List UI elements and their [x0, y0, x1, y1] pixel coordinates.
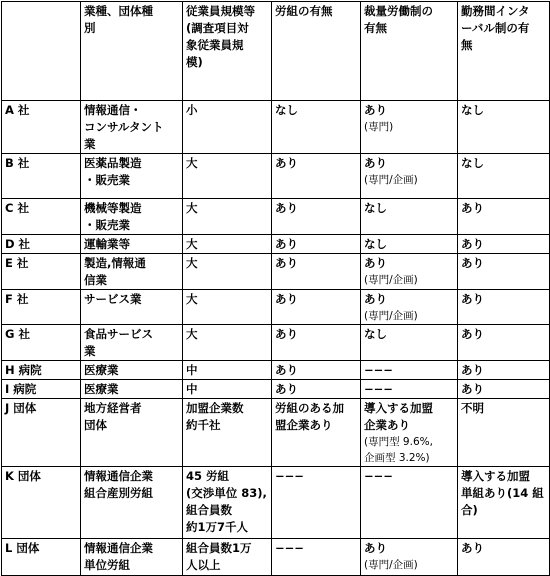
discretion-cell: [361, 325, 458, 361]
cell-line: なし: [364, 237, 387, 251]
cell-line: 裁量労働制の: [364, 4, 433, 18]
cell-line: 模): [186, 55, 203, 69]
union-cell: [272, 235, 361, 254]
cell-line: 導入する加盟: [364, 401, 433, 415]
cell-line: あり: [364, 256, 387, 270]
table-row: [2, 361, 550, 380]
cell-line: 合): [461, 503, 478, 517]
interval-cell: [458, 325, 550, 361]
cell-line: −−−: [275, 469, 304, 483]
size-cell: [183, 290, 272, 325]
union-cell: [272, 539, 361, 576]
table-body: [2, 2, 550, 576]
size-cell: [183, 154, 272, 199]
cell-line: 企業あり: [364, 418, 410, 432]
industry-cell: [81, 539, 183, 576]
cell-line: 大: [186, 201, 198, 215]
cell-line: 団体: [84, 418, 107, 432]
union-cell: [272, 154, 361, 199]
size-cell: [183, 101, 272, 154]
cell-line: コンサルタント: [84, 120, 164, 134]
cell-line: 情報通信・: [84, 103, 142, 117]
cell-line: 盟企業あり: [275, 418, 333, 432]
cell-line: あり: [275, 292, 298, 306]
header-union-cell: [272, 2, 361, 101]
table-row: [2, 235, 550, 254]
cell-line: 組合員数: [186, 503, 232, 517]
cell-line: 従業員規模等: [186, 4, 255, 18]
cell-line: あり: [461, 292, 484, 306]
size-cell: [183, 199, 272, 235]
union-cell: [272, 361, 361, 380]
cell-line: ・販売業: [84, 218, 130, 232]
cell-line: 組合員数1万: [186, 541, 252, 555]
interval-cell: [458, 290, 550, 325]
cell-line: 医療業: [84, 363, 119, 377]
industry-cell: [81, 325, 183, 361]
name-cell: I 病院: [2, 380, 81, 399]
table-row: [2, 467, 550, 539]
cell-line: あり: [461, 256, 484, 270]
cell-line: (専門/企画): [364, 559, 418, 571]
cell-line: 中: [186, 363, 198, 377]
cell-line: (専門型 9.6%,: [364, 436, 433, 448]
industry-cell: [81, 101, 183, 154]
union-cell: [272, 254, 361, 290]
cell-line: なし: [364, 201, 387, 215]
discretion-cell: [361, 154, 458, 199]
cell-line: 約千社: [186, 418, 221, 432]
cell-line: なし: [275, 103, 298, 117]
cell-line: 運輸業等: [84, 237, 130, 251]
table-row: [2, 380, 550, 399]
cell-line: あり: [461, 382, 484, 396]
cell-line: 象従業員規: [186, 38, 244, 52]
union-cell: [272, 325, 361, 361]
discretion-cell: [361, 254, 458, 290]
cell-line: あり: [461, 237, 484, 251]
interval-cell: [458, 101, 550, 154]
cell-line: 大: [186, 256, 198, 270]
union-cell: [272, 199, 361, 235]
cell-line: −−−: [275, 541, 304, 555]
table-row: [2, 399, 550, 467]
cell-line: あり: [461, 201, 484, 215]
industry-cell: [81, 235, 183, 254]
cell-line: 加盟企業数: [186, 401, 244, 415]
header-size-cell: [183, 2, 272, 101]
name-cell: D 社: [2, 235, 81, 254]
union-cell: [272, 380, 361, 399]
discretion-cell: [361, 361, 458, 380]
size-cell: [183, 235, 272, 254]
cell-line: あり: [275, 363, 298, 377]
table-row: [2, 154, 550, 199]
size-cell: [183, 325, 272, 361]
cell-line: 不明: [461, 401, 484, 415]
cell-line: 業種、団体種: [84, 4, 153, 18]
cell-line: 大: [186, 237, 198, 251]
industry-cell: [81, 467, 183, 539]
cell-line: あり: [275, 156, 298, 170]
union-cell: [272, 467, 361, 539]
table-row: [2, 325, 550, 361]
cell-line: 信業: [84, 273, 107, 287]
interval-cell: [458, 467, 550, 539]
cell-line: 単位労組: [84, 558, 130, 572]
cell-line: あり: [275, 201, 298, 215]
cell-line: なし: [461, 156, 484, 170]
cell-line: (調査項目対: [186, 21, 249, 35]
cell-line: −−−: [364, 469, 393, 483]
cell-line: あり: [275, 382, 298, 396]
union-cell: [272, 399, 361, 467]
header-name-cell: [2, 2, 81, 101]
cell-line: あり: [275, 237, 298, 251]
name-cell: H 病院: [2, 361, 81, 380]
cell-line: 労組の有無: [275, 4, 333, 18]
size-cell: [183, 361, 272, 380]
cell-line: 労組のある加: [275, 401, 344, 415]
cell-line: (専門/企画): [364, 310, 418, 322]
name-cell: G 社: [2, 325, 81, 361]
discretion-cell: [361, 399, 458, 467]
union-cell: [272, 290, 361, 325]
cell-line: 情報通信企業: [84, 541, 153, 555]
header-discretion-cell: [361, 2, 458, 101]
cell-line: なし: [461, 103, 484, 117]
industry-cell: [81, 154, 183, 199]
cell-line: あり: [364, 156, 387, 170]
cell-line: 中: [186, 382, 198, 396]
cell-line: (交渉単位 83),: [186, 486, 267, 500]
cell-line: 地方経営者: [84, 401, 142, 415]
cell-line: (専門/企画): [364, 274, 418, 286]
cell-line: 人以上: [186, 558, 221, 572]
cell-line: 医薬品製造: [84, 156, 142, 170]
name-cell: J 団体: [2, 399, 81, 467]
cell-line: 大: [186, 292, 198, 306]
interval-cell: [458, 399, 550, 467]
name-cell: A 社: [2, 101, 81, 154]
cell-line: 約1万7千人: [186, 520, 249, 534]
interval-cell: [458, 199, 550, 235]
interval-cell: [458, 254, 550, 290]
discretion-cell: [361, 235, 458, 254]
cell-line: −−−: [364, 363, 393, 377]
cell-line: あり: [461, 541, 484, 555]
cell-line: 小: [186, 103, 198, 117]
company-survey-table: [1, 1, 550, 576]
cell-line: (専門): [364, 121, 394, 133]
name-cell: F 社: [2, 290, 81, 325]
cell-line: 製造,情報通: [84, 256, 146, 270]
table-row: [2, 254, 550, 290]
union-cell: [272, 101, 361, 154]
size-cell: [183, 380, 272, 399]
cell-line: あり: [275, 327, 298, 341]
industry-cell: [81, 361, 183, 380]
size-cell: [183, 399, 272, 467]
cell-line: 業: [84, 137, 96, 151]
size-cell: [183, 254, 272, 290]
cell-line: ーバル制の有: [461, 21, 530, 35]
interval-cell: [458, 380, 550, 399]
cell-line: 医療業: [84, 382, 119, 396]
cell-line: あり: [364, 292, 387, 306]
discretion-cell: [361, 380, 458, 399]
name-cell: E 社: [2, 254, 81, 290]
cell-line: 別: [84, 21, 96, 35]
cell-line: 大: [186, 327, 198, 341]
cell-line: 情報通信企業: [84, 469, 153, 483]
discretion-cell: [361, 467, 458, 539]
cell-line: サービス業: [84, 292, 142, 306]
cell-line: あり: [364, 103, 387, 117]
discretion-cell: [361, 199, 458, 235]
cell-line: ・販売業: [84, 173, 130, 187]
interval-cell: [458, 235, 550, 254]
industry-cell: [81, 380, 183, 399]
cell-line: −−−: [364, 382, 393, 396]
industry-cell: [81, 254, 183, 290]
discretion-cell: [361, 539, 458, 576]
header-industry-cell: [81, 2, 183, 101]
cell-line: 組合産別労組: [84, 486, 153, 500]
industry-cell: [81, 199, 183, 235]
table-row: [2, 101, 550, 154]
header-row: [2, 2, 550, 101]
cell-line: なし: [364, 327, 387, 341]
interval-cell: [458, 539, 550, 576]
cell-line: あり: [461, 327, 484, 341]
cell-line: あり: [364, 541, 387, 555]
cell-line: 有無: [364, 21, 387, 35]
cell-line: あり: [275, 256, 298, 270]
cell-line: 勤務間インタ: [461, 4, 530, 18]
table-row: [2, 539, 550, 576]
cell-line: 業: [84, 344, 96, 358]
industry-cell: [81, 399, 183, 467]
table-row: [2, 199, 550, 235]
cell-line: 導入する加盟: [461, 469, 530, 483]
size-cell: [183, 539, 272, 576]
name-cell: L 団体: [2, 539, 81, 576]
cell-line: 無: [461, 38, 473, 52]
name-cell: K 団体: [2, 467, 81, 539]
size-cell: [183, 467, 272, 539]
name-cell: B 社: [2, 154, 81, 199]
cell-line: (専門/企画): [364, 174, 418, 186]
cell-line: 45 労組: [186, 469, 230, 483]
interval-cell: [458, 361, 550, 380]
cell-line: 食品サービス: [84, 327, 153, 341]
cell-line: 大: [186, 156, 198, 170]
header-interval-cell: [458, 2, 550, 101]
cell-line: 企画型 3.2%): [364, 452, 430, 464]
cell-line: 機械等製造: [84, 201, 142, 215]
cell-line: あり: [461, 363, 484, 377]
cell-line: 単組あり(14 組: [461, 486, 544, 500]
discretion-cell: [361, 101, 458, 154]
table-row: [2, 290, 550, 325]
name-cell: C 社: [2, 199, 81, 235]
discretion-cell: [361, 290, 458, 325]
interval-cell: [458, 154, 550, 199]
industry-cell: [81, 290, 183, 325]
